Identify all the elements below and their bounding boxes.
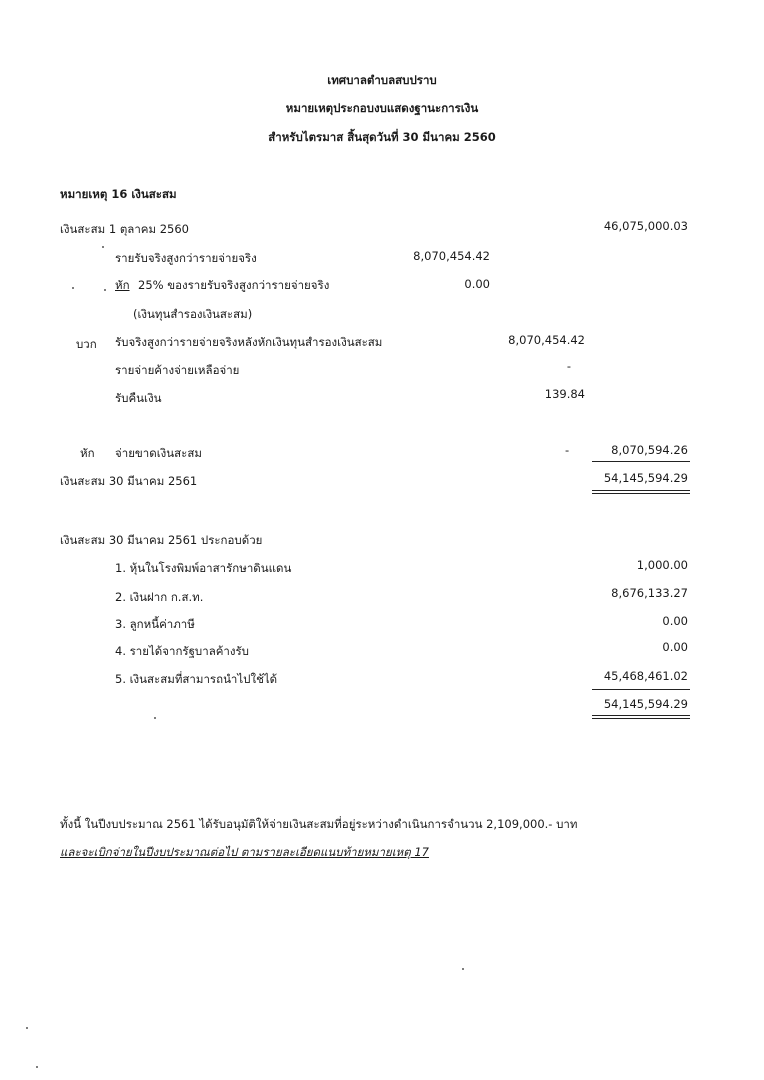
deduct-label: 25% ของรายรับจริงสูงกว่ารายจ่ายจริง	[138, 278, 330, 292]
footer-line-2: และจะเบิกจ่ายในปีงบประมาณต่อไป ตามรายละเอียดแนบท้ายหมายเหตุ 17	[60, 845, 429, 859]
document-title: หมายเหตุประกอบงบแสดงฐานะการเงิน	[285, 101, 479, 115]
plus-net-amount: 8,070,454.42	[508, 333, 585, 347]
reserve-label: (เงินทุนสำรองเงินสะสม)	[133, 307, 253, 321]
refund-amount: 139.84	[544, 387, 585, 401]
composition-double-rule-top	[592, 715, 690, 716]
pending-label: รายจ่ายค้างจ่ายเหลือจ่าย	[115, 363, 240, 377]
opening-label: เงินสะสม 1 ตุลาคม 2560	[60, 222, 189, 236]
composition-total: 54,145,594.29	[603, 697, 688, 711]
excess-amount: 8,070,454.42	[413, 249, 490, 263]
less-prefix: หัก	[80, 446, 95, 460]
scan-speck	[462, 968, 464, 970]
less-amount: 8,070,594.26	[611, 443, 688, 457]
closing-amount: 54,145,594.29	[603, 471, 688, 485]
composition-subtotal-rule	[592, 689, 690, 690]
opening-amount: 46,075,000.03	[603, 219, 688, 233]
excess-label: รายรับจริงสูงกว่ารายจ่ายจริง	[115, 251, 257, 265]
note-heading: หมายเหตุ 16 เงินสะสม	[60, 187, 177, 201]
deduct-prefix: หัก	[115, 278, 130, 292]
subtotal-rule	[592, 461, 690, 462]
scan-speck	[104, 289, 106, 291]
composition-item-amount: 0.00	[662, 640, 688, 654]
footer-line-1: ทั้งนี้ ในปีงบประมาณ 2561 ได้รับอนุมัติให้จ่ายเงินสะสมที่อยู่ระหว่างดำเนินการจำนวน 2,109,000.- บาท	[60, 817, 578, 831]
composition-item-label: 2. เงินฝาก ก.ส.ท.	[115, 590, 204, 604]
composition-item-label: 5. เงินสะสมที่สามารถนำไปใช้ได้	[115, 672, 278, 686]
scan-speck	[154, 717, 156, 719]
composition-item-amount: 8,676,133.27	[611, 586, 688, 600]
composition-item-amount: 1,000.00	[636, 558, 688, 572]
plus-prefix: บวก	[76, 337, 97, 351]
refund-label: รับคืนเงิน	[115, 391, 162, 405]
composition-item-amount: 0.00	[662, 614, 688, 628]
scan-speck	[36, 1066, 38, 1068]
pending-amount: -	[566, 359, 571, 373]
deduct-amount: 0.00	[464, 277, 490, 291]
less-dash: -	[565, 443, 570, 457]
scan-speck	[102, 246, 104, 248]
closing-double-rule-bottom	[592, 493, 690, 494]
closing-double-rule-top	[592, 490, 690, 491]
composition-item-amount: 45,468,461.02	[603, 669, 688, 683]
closing-label: เงินสะสม 30 มีนาคม 2561	[60, 474, 198, 488]
org-name: เทศบาลตำบลสบปราบ	[327, 73, 437, 87]
composition-item-label: 3. ลูกหนี้ค่าภาษี	[115, 617, 195, 631]
scan-speck	[26, 1027, 28, 1029]
less-label: จ่ายขาดเงินสะสม	[115, 446, 202, 460]
scan-speck	[72, 287, 74, 289]
composition-heading: เงินสะสม 30 มีนาคม 2561 ประกอบด้วย	[60, 533, 263, 547]
composition-double-rule-bottom	[592, 718, 690, 719]
composition-item-label: 4. รายได้จากรัฐบาลค้างรับ	[115, 644, 249, 658]
period-line: สำหรับไตรมาส สิ้นสุดวันที่ 30 มีนาคม 2560	[268, 130, 496, 144]
plus-net-label: รับจริงสูงกว่ารายจ่ายจริงหลังหักเงินทุนสำรองเงินสะสม	[115, 335, 383, 349]
composition-item-label: 1. หุ้นในโรงพิมพ์อาสารักษาดินแดน	[115, 561, 292, 575]
